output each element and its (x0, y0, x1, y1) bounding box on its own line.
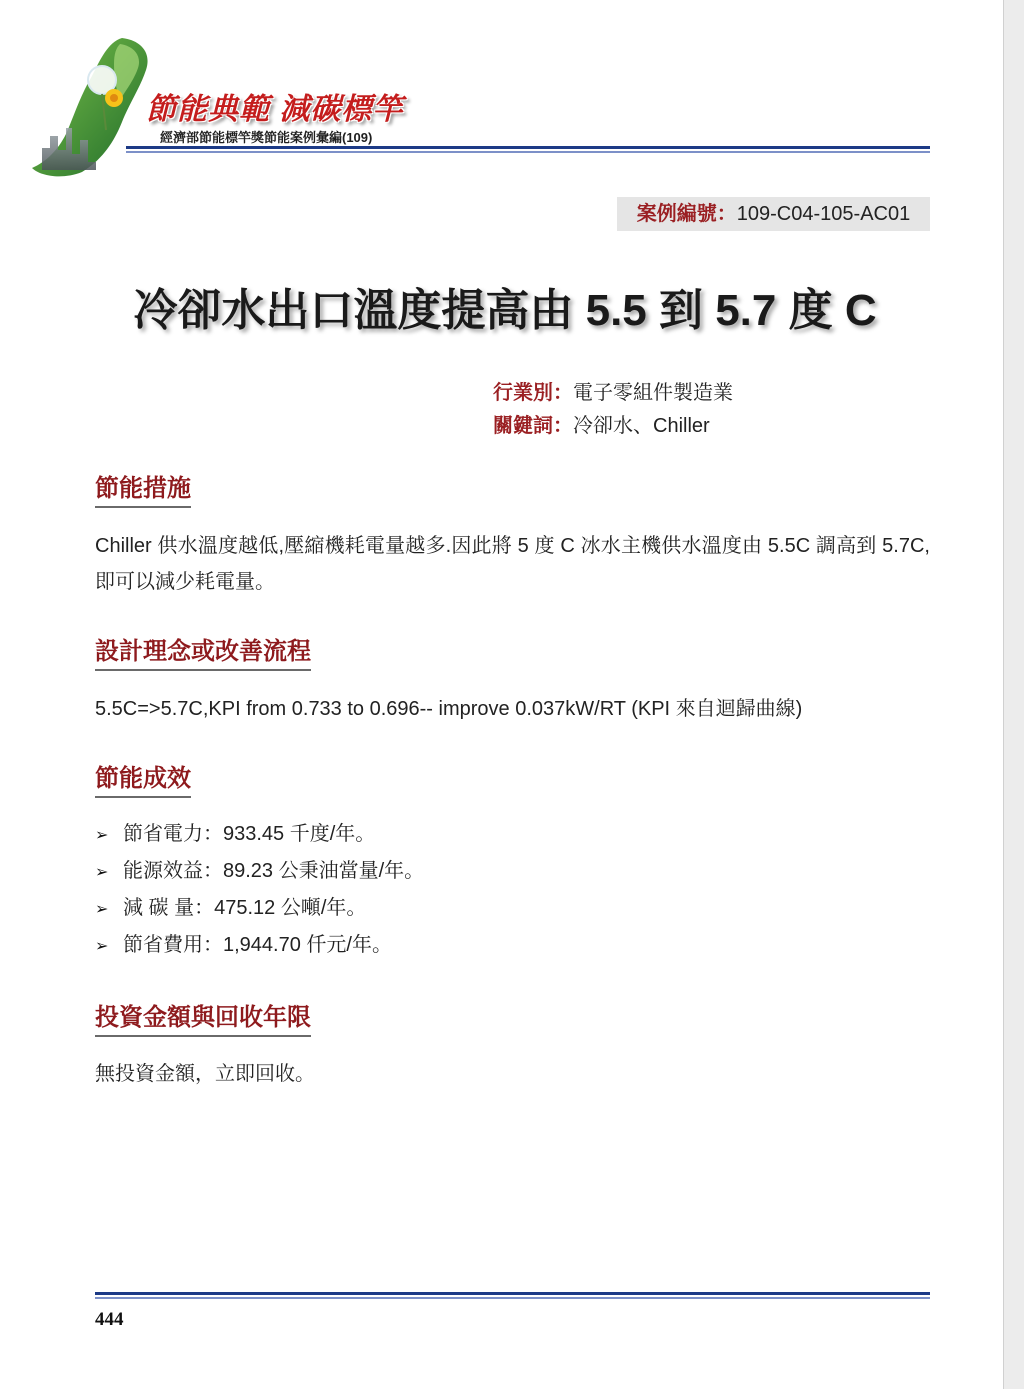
industry-row (493, 376, 733, 405)
industry-label: 行業別： (493, 382, 573, 404)
section-heading-measures: 節能措施 (95, 473, 191, 508)
design-body: 5.5C=>5.7C,KPI from 0.733 to 0.696-- improve 0.037kW/RT (KPI 來自迴歸曲線) (95, 698, 803, 720)
results-list (95, 816, 930, 964)
arrow-bullet-icon: ➢ (95, 827, 109, 844)
keywords-label: 關鍵詞： (493, 415, 573, 437)
arrow-bullet-icon: ➢ (95, 938, 109, 955)
header-rule (126, 146, 930, 153)
keywords-row (493, 409, 710, 438)
keywords-value: 冷卻水、Chiller (573, 415, 710, 437)
logo-subtitle: 經濟部節能標竿獎節能案例彙編(109) (160, 130, 373, 145)
page-number: 444 (95, 1309, 124, 1330)
result-energy-benefit: 能源效益：89.23 公秉油當量/年。 (123, 860, 425, 882)
section-heading-investment: 投資金額與回收年限 (95, 1002, 311, 1037)
footer-rule (95, 1292, 930, 1299)
list-item (95, 853, 930, 890)
measures-body: Chiller 供水溫度越低,壓縮機耗電量越多.因此將 5 度 C 冰水主機供水溫度由 5.5C 調高到 5.7C,即可以減少耗電量。 (95, 535, 930, 593)
page-edge-band (1003, 0, 1024, 1389)
case-number-value: 109-C04-105-AC01 (736, 203, 911, 225)
arrow-bullet-icon: ➢ (95, 901, 109, 918)
section-heading-design: 設計理念或改善流程 (95, 636, 311, 671)
result-electricity: 節省電力：933.45 千度/年。 (123, 823, 376, 845)
taiwan-dandelion-logo (22, 30, 162, 180)
list-item (95, 890, 930, 927)
page-title: 冷卻水出口溫度提高由 5.5 到 5.7 度 C (133, 286, 877, 335)
result-cost-savings: 節省費用：1,944.70 仟元/年。 (123, 934, 392, 956)
case-number-label: 案例編號： (636, 203, 737, 225)
logo-title: 節能典範 減碳標竿 (146, 93, 404, 126)
arrow-bullet-icon: ➢ (95, 864, 109, 881)
list-item (95, 816, 930, 853)
industry-value: 電子零組件製造業 (573, 382, 733, 404)
result-carbon-reduction: 減 碳 量：475.12 公噸/年。 (123, 897, 367, 919)
section-heading-results: 節能成效 (95, 763, 191, 798)
investment-body: 無投資金額，立即回收。 (95, 1063, 315, 1085)
case-number-box (617, 197, 930, 231)
list-item (95, 927, 930, 964)
